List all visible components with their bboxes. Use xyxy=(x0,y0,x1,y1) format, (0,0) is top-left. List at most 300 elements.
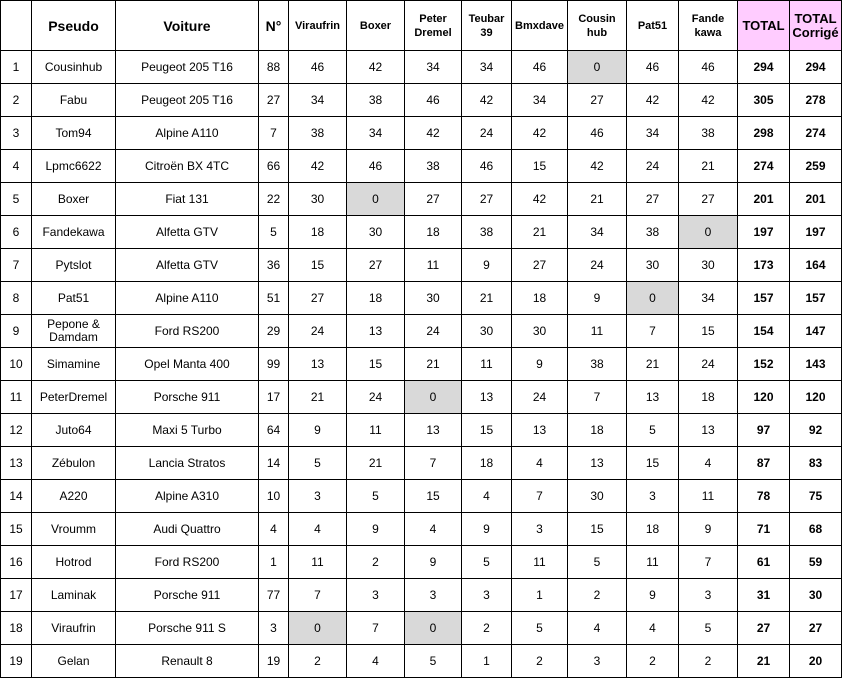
pseudo-cell: Tom94 xyxy=(32,117,116,150)
score-cell: 4 xyxy=(347,645,405,678)
car-cell: Opel Manta 400 xyxy=(116,348,259,381)
score-cell: 11 xyxy=(405,249,462,282)
score-cell: 30 xyxy=(405,282,462,315)
score-cell: 2 xyxy=(568,579,627,612)
car-number-cell: 10 xyxy=(259,480,289,513)
score-cell: 11 xyxy=(568,315,627,348)
score-cell: 2 xyxy=(679,645,738,678)
rank-cell: 6 xyxy=(1,216,32,249)
pseudo-cell: Gelan xyxy=(32,645,116,678)
header-judge-bmxdave: Bmxdave xyxy=(512,1,568,51)
score-cell: 24 xyxy=(679,348,738,381)
header-judge-teubar39: Teubar 39 xyxy=(462,1,512,51)
pseudo-cell: Hotrod xyxy=(32,546,116,579)
score-cell: 42 xyxy=(405,117,462,150)
rank-cell: 14 xyxy=(1,480,32,513)
score-cell: 34 xyxy=(679,282,738,315)
car-number-cell: 19 xyxy=(259,645,289,678)
pseudo-cell: Boxer xyxy=(32,183,116,216)
score-cell: 3 xyxy=(679,579,738,612)
score-cell: 21 xyxy=(462,282,512,315)
score-cell: 7 xyxy=(679,546,738,579)
score-cell: 0 xyxy=(405,612,462,645)
score-cell: 30 xyxy=(462,315,512,348)
score-cell: 27 xyxy=(347,249,405,282)
total-corrige-cell: 294 xyxy=(790,51,842,84)
score-cell: 38 xyxy=(568,348,627,381)
total-cell: 120 xyxy=(738,381,790,414)
score-cell: 21 xyxy=(405,348,462,381)
score-cell: 1 xyxy=(462,645,512,678)
car-cell: Maxi 5 Turbo xyxy=(116,414,259,447)
score-cell: 9 xyxy=(512,348,568,381)
score-cell: 4 xyxy=(405,513,462,546)
total-cell: 27 xyxy=(738,612,790,645)
total-corrige-cell: 59 xyxy=(790,546,842,579)
score-cell: 15 xyxy=(512,150,568,183)
score-cell: 27 xyxy=(405,183,462,216)
pseudo-cell: Vroumm xyxy=(32,513,116,546)
car-number-cell: 66 xyxy=(259,150,289,183)
score-cell: 15 xyxy=(405,480,462,513)
score-cell: 24 xyxy=(405,315,462,348)
score-cell: 24 xyxy=(568,249,627,282)
car-number-cell: 77 xyxy=(259,579,289,612)
header-number: N° xyxy=(259,1,289,51)
score-cell: 21 xyxy=(568,183,627,216)
score-cell: 42 xyxy=(568,150,627,183)
score-cell: 7 xyxy=(405,447,462,480)
car-number-cell: 17 xyxy=(259,381,289,414)
car-number-cell: 3 xyxy=(259,612,289,645)
total-cell: 21 xyxy=(738,645,790,678)
score-cell: 15 xyxy=(568,513,627,546)
score-cell: 0 xyxy=(405,381,462,414)
total-cell: 305 xyxy=(738,84,790,117)
car-number-cell: 5 xyxy=(259,216,289,249)
score-cell: 30 xyxy=(512,315,568,348)
rank-cell: 19 xyxy=(1,645,32,678)
score-cell: 13 xyxy=(568,447,627,480)
score-cell: 11 xyxy=(462,348,512,381)
score-cell: 27 xyxy=(568,84,627,117)
total-cell: 78 xyxy=(738,480,790,513)
pseudo-cell: A220 xyxy=(32,480,116,513)
score-cell: 5 xyxy=(462,546,512,579)
score-cell: 11 xyxy=(679,480,738,513)
score-cell: 18 xyxy=(405,216,462,249)
header-row xyxy=(1,1,842,51)
total-cell: 298 xyxy=(738,117,790,150)
table-row xyxy=(1,381,842,414)
total-cell: 173 xyxy=(738,249,790,282)
rank-cell: 8 xyxy=(1,282,32,315)
car-cell: Peugeot 205 T16 xyxy=(116,51,259,84)
rank-cell: 11 xyxy=(1,381,32,414)
total-cell: 61 xyxy=(738,546,790,579)
total-corrige-cell: 164 xyxy=(790,249,842,282)
total-corrige-cell: 30 xyxy=(790,579,842,612)
score-cell: 0 xyxy=(347,183,405,216)
table-row xyxy=(1,84,842,117)
score-cell: 3 xyxy=(462,579,512,612)
score-cell: 15 xyxy=(289,249,347,282)
score-cell: 21 xyxy=(289,381,347,414)
table-row xyxy=(1,414,842,447)
car-number-cell: 88 xyxy=(259,51,289,84)
score-cell: 24 xyxy=(462,117,512,150)
score-cell: 21 xyxy=(347,447,405,480)
total-corrige-cell: 92 xyxy=(790,414,842,447)
score-cell: 34 xyxy=(627,117,679,150)
score-cell: 7 xyxy=(512,480,568,513)
score-cell: 15 xyxy=(462,414,512,447)
score-cell: 24 xyxy=(347,381,405,414)
table-row xyxy=(1,315,842,348)
score-cell: 13 xyxy=(405,414,462,447)
score-cell: 18 xyxy=(627,513,679,546)
score-cell: 38 xyxy=(347,84,405,117)
rank-cell: 15 xyxy=(1,513,32,546)
pseudo-cell: Pytslot xyxy=(32,249,116,282)
car-cell: Fiat 131 xyxy=(116,183,259,216)
score-cell: 46 xyxy=(347,150,405,183)
score-cell: 18 xyxy=(568,414,627,447)
score-cell: 30 xyxy=(347,216,405,249)
car-number-cell: 1 xyxy=(259,546,289,579)
score-cell: 18 xyxy=(462,447,512,480)
score-cell: 5 xyxy=(627,414,679,447)
score-cell: 3 xyxy=(568,645,627,678)
rank-cell: 12 xyxy=(1,414,32,447)
score-cell: 0 xyxy=(289,612,347,645)
score-cell: 34 xyxy=(512,84,568,117)
score-cell: 3 xyxy=(405,579,462,612)
score-cell: 27 xyxy=(512,249,568,282)
pseudo-cell: Lpmc6622 xyxy=(32,150,116,183)
score-cell: 46 xyxy=(568,117,627,150)
car-cell: Alpine A310 xyxy=(116,480,259,513)
header-judge-viraufrin: Viraufrin xyxy=(289,1,347,51)
score-cell: 42 xyxy=(512,117,568,150)
score-cell: 38 xyxy=(462,216,512,249)
header-pseudo: Pseudo xyxy=(32,1,116,51)
pseudo-cell: Fandekawa xyxy=(32,216,116,249)
score-cell: 15 xyxy=(627,447,679,480)
total-corrige-cell: 20 xyxy=(790,645,842,678)
total-cell: 201 xyxy=(738,183,790,216)
car-cell: Ford RS200 xyxy=(116,315,259,348)
total-corrige-cell: 83 xyxy=(790,447,842,480)
score-cell: 46 xyxy=(679,51,738,84)
total-cell: 87 xyxy=(738,447,790,480)
car-cell: Lancia Stratos xyxy=(116,447,259,480)
car-number-cell: 51 xyxy=(259,282,289,315)
score-cell: 9 xyxy=(627,579,679,612)
score-cell: 30 xyxy=(627,249,679,282)
score-cell: 2 xyxy=(512,645,568,678)
total-corrige-cell: 157 xyxy=(790,282,842,315)
total-corrige-cell: 120 xyxy=(790,381,842,414)
score-cell: 27 xyxy=(289,282,347,315)
score-cell: 4 xyxy=(627,612,679,645)
score-cell: 42 xyxy=(512,183,568,216)
score-cell: 21 xyxy=(679,150,738,183)
score-cell: 3 xyxy=(512,513,568,546)
score-cell: 46 xyxy=(405,84,462,117)
total-cell: 152 xyxy=(738,348,790,381)
rank-cell: 17 xyxy=(1,579,32,612)
header-judge-peter-dremel: Peter Dremel xyxy=(405,1,462,51)
score-cell: 38 xyxy=(405,150,462,183)
score-cell: 46 xyxy=(512,51,568,84)
rank-cell: 5 xyxy=(1,183,32,216)
car-cell: Renault 8 xyxy=(116,645,259,678)
pseudo-cell: Fabu xyxy=(32,84,116,117)
score-cell: 2 xyxy=(462,612,512,645)
score-cell: 38 xyxy=(627,216,679,249)
rank-cell: 10 xyxy=(1,348,32,381)
score-cell: 38 xyxy=(679,117,738,150)
score-cell: 24 xyxy=(627,150,679,183)
table-row xyxy=(1,216,842,249)
score-cell: 34 xyxy=(568,216,627,249)
car-number-cell: 64 xyxy=(259,414,289,447)
header-judge-cousinhub: Cousin hub xyxy=(568,1,627,51)
rank-cell: 18 xyxy=(1,612,32,645)
score-cell: 9 xyxy=(462,513,512,546)
score-cell: 5 xyxy=(405,645,462,678)
total-cell: 97 xyxy=(738,414,790,447)
car-cell: Alpine A110 xyxy=(116,117,259,150)
car-number-cell: 36 xyxy=(259,249,289,282)
score-cell: 15 xyxy=(347,348,405,381)
score-cell: 30 xyxy=(679,249,738,282)
pseudo-cell: Pepone & Damdam xyxy=(32,315,116,348)
table-row xyxy=(1,183,842,216)
header-total: TOTAL xyxy=(738,1,790,51)
score-cell: 46 xyxy=(462,150,512,183)
total-cell: 197 xyxy=(738,216,790,249)
score-cell: 7 xyxy=(347,612,405,645)
car-number-cell: 7 xyxy=(259,117,289,150)
total-corrige-cell: 201 xyxy=(790,183,842,216)
score-cell: 9 xyxy=(462,249,512,282)
score-cell: 18 xyxy=(679,381,738,414)
total-corrige-cell: 278 xyxy=(790,84,842,117)
score-cell: 34 xyxy=(347,117,405,150)
score-cell: 30 xyxy=(289,183,347,216)
total-cell: 274 xyxy=(738,150,790,183)
score-cell: 13 xyxy=(347,315,405,348)
total-cell: 157 xyxy=(738,282,790,315)
total-corrige-cell: 68 xyxy=(790,513,842,546)
total-cell: 154 xyxy=(738,315,790,348)
score-cell: 18 xyxy=(347,282,405,315)
car-number-cell: 14 xyxy=(259,447,289,480)
rank-cell: 9 xyxy=(1,315,32,348)
score-cell: 4 xyxy=(568,612,627,645)
score-cell: 5 xyxy=(289,447,347,480)
header-total-corrige: TOTAL Corrigé xyxy=(790,1,842,51)
car-cell: Citroën BX 4TC xyxy=(116,150,259,183)
score-cell: 3 xyxy=(347,579,405,612)
table-row xyxy=(1,513,842,546)
total-corrige-cell: 197 xyxy=(790,216,842,249)
table-row xyxy=(1,612,842,645)
score-cell: 18 xyxy=(512,282,568,315)
score-cell: 11 xyxy=(347,414,405,447)
rank-cell: 4 xyxy=(1,150,32,183)
rank-cell: 7 xyxy=(1,249,32,282)
score-cell: 24 xyxy=(512,381,568,414)
car-number-cell: 4 xyxy=(259,513,289,546)
total-corrige-cell: 147 xyxy=(790,315,842,348)
score-cell: 5 xyxy=(679,612,738,645)
pseudo-cell: Simamine xyxy=(32,348,116,381)
car-cell: Peugeot 205 T16 xyxy=(116,84,259,117)
score-cell: 5 xyxy=(347,480,405,513)
pseudo-cell: Zébulon xyxy=(32,447,116,480)
pseudo-cell: PeterDremel xyxy=(32,381,116,414)
rank-cell: 2 xyxy=(1,84,32,117)
score-cell: 9 xyxy=(568,282,627,315)
score-cell: 2 xyxy=(347,546,405,579)
rank-cell: 16 xyxy=(1,546,32,579)
rank-cell: 3 xyxy=(1,117,32,150)
score-cell: 4 xyxy=(289,513,347,546)
total-corrige-cell: 75 xyxy=(790,480,842,513)
table-row xyxy=(1,480,842,513)
car-number-cell: 27 xyxy=(259,84,289,117)
total-cell: 31 xyxy=(738,579,790,612)
total-corrige-cell: 259 xyxy=(790,150,842,183)
total-cell: 294 xyxy=(738,51,790,84)
score-cell: 42 xyxy=(627,84,679,117)
score-cell: 13 xyxy=(462,381,512,414)
score-cell: 11 xyxy=(289,546,347,579)
score-cell: 5 xyxy=(512,612,568,645)
score-cell: 34 xyxy=(289,84,347,117)
score-cell: 46 xyxy=(627,51,679,84)
score-cell: 38 xyxy=(289,117,347,150)
score-cell: 4 xyxy=(679,447,738,480)
score-cell: 34 xyxy=(462,51,512,84)
table-row xyxy=(1,645,842,678)
car-cell: Porsche 911 S xyxy=(116,612,259,645)
score-cell: 3 xyxy=(289,480,347,513)
header-judge-pat51: Pat51 xyxy=(627,1,679,51)
score-cell: 0 xyxy=(679,216,738,249)
score-cell: 30 xyxy=(568,480,627,513)
score-cell: 46 xyxy=(289,51,347,84)
car-cell: Audi Quattro xyxy=(116,513,259,546)
score-cell: 11 xyxy=(627,546,679,579)
table-row xyxy=(1,282,842,315)
header-judge-fandekawa: Fande kawa xyxy=(679,1,738,51)
score-cell: 13 xyxy=(627,381,679,414)
score-cell: 9 xyxy=(679,513,738,546)
score-cell: 34 xyxy=(405,51,462,84)
score-cell: 7 xyxy=(289,579,347,612)
score-cell: 0 xyxy=(568,51,627,84)
score-cell: 13 xyxy=(289,348,347,381)
car-number-cell: 29 xyxy=(259,315,289,348)
car-cell: Porsche 911 xyxy=(116,579,259,612)
score-cell: 21 xyxy=(627,348,679,381)
score-cell: 5 xyxy=(568,546,627,579)
score-cell: 13 xyxy=(679,414,738,447)
score-cell: 9 xyxy=(405,546,462,579)
table-row xyxy=(1,150,842,183)
pseudo-cell: Pat51 xyxy=(32,282,116,315)
score-cell: 42 xyxy=(679,84,738,117)
score-cell: 15 xyxy=(679,315,738,348)
pseudo-cell: Cousinhub xyxy=(32,51,116,84)
score-cell: 2 xyxy=(289,645,347,678)
score-cell: 27 xyxy=(462,183,512,216)
table-row xyxy=(1,546,842,579)
score-cell: 9 xyxy=(347,513,405,546)
score-cell: 42 xyxy=(347,51,405,84)
table-row xyxy=(1,348,842,381)
total-corrige-cell: 27 xyxy=(790,612,842,645)
rank-cell: 13 xyxy=(1,447,32,480)
score-cell: 11 xyxy=(512,546,568,579)
car-number-cell: 22 xyxy=(259,183,289,216)
score-cell: 4 xyxy=(512,447,568,480)
score-cell: 13 xyxy=(512,414,568,447)
score-cell: 2 xyxy=(627,645,679,678)
score-cell: 27 xyxy=(679,183,738,216)
score-cell: 18 xyxy=(289,216,347,249)
total-corrige-cell: 143 xyxy=(790,348,842,381)
total-cell: 71 xyxy=(738,513,790,546)
score-cell: 7 xyxy=(568,381,627,414)
table-row xyxy=(1,249,842,282)
score-cell: 3 xyxy=(627,480,679,513)
table-row xyxy=(1,447,842,480)
score-cell: 42 xyxy=(289,150,347,183)
car-cell: Porsche 911 xyxy=(116,381,259,414)
car-cell: Ford RS200 xyxy=(116,546,259,579)
pseudo-cell: Viraufrin xyxy=(32,612,116,645)
score-cell: 7 xyxy=(627,315,679,348)
score-cell: 0 xyxy=(627,282,679,315)
score-cell: 9 xyxy=(289,414,347,447)
pseudo-cell: Laminak xyxy=(32,579,116,612)
score-cell: 24 xyxy=(289,315,347,348)
rank-cell: 1 xyxy=(1,51,32,84)
car-cell: Alfetta GTV xyxy=(116,249,259,282)
car-cell: Alpine A110 xyxy=(116,282,259,315)
pseudo-cell: Juto64 xyxy=(32,414,116,447)
score-cell: 21 xyxy=(512,216,568,249)
score-cell: 42 xyxy=(462,84,512,117)
header-voiture: Voiture xyxy=(116,1,259,51)
score-cell: 27 xyxy=(627,183,679,216)
car-number-cell: 99 xyxy=(259,348,289,381)
table-body xyxy=(1,51,842,678)
score-cell: 1 xyxy=(512,579,568,612)
header-judge-boxer: Boxer xyxy=(347,1,405,51)
total-corrige-cell: 274 xyxy=(790,117,842,150)
car-cell: Alfetta GTV xyxy=(116,216,259,249)
table-row xyxy=(1,51,842,84)
header-rank xyxy=(1,1,32,51)
table-row xyxy=(1,117,842,150)
table-row xyxy=(1,579,842,612)
